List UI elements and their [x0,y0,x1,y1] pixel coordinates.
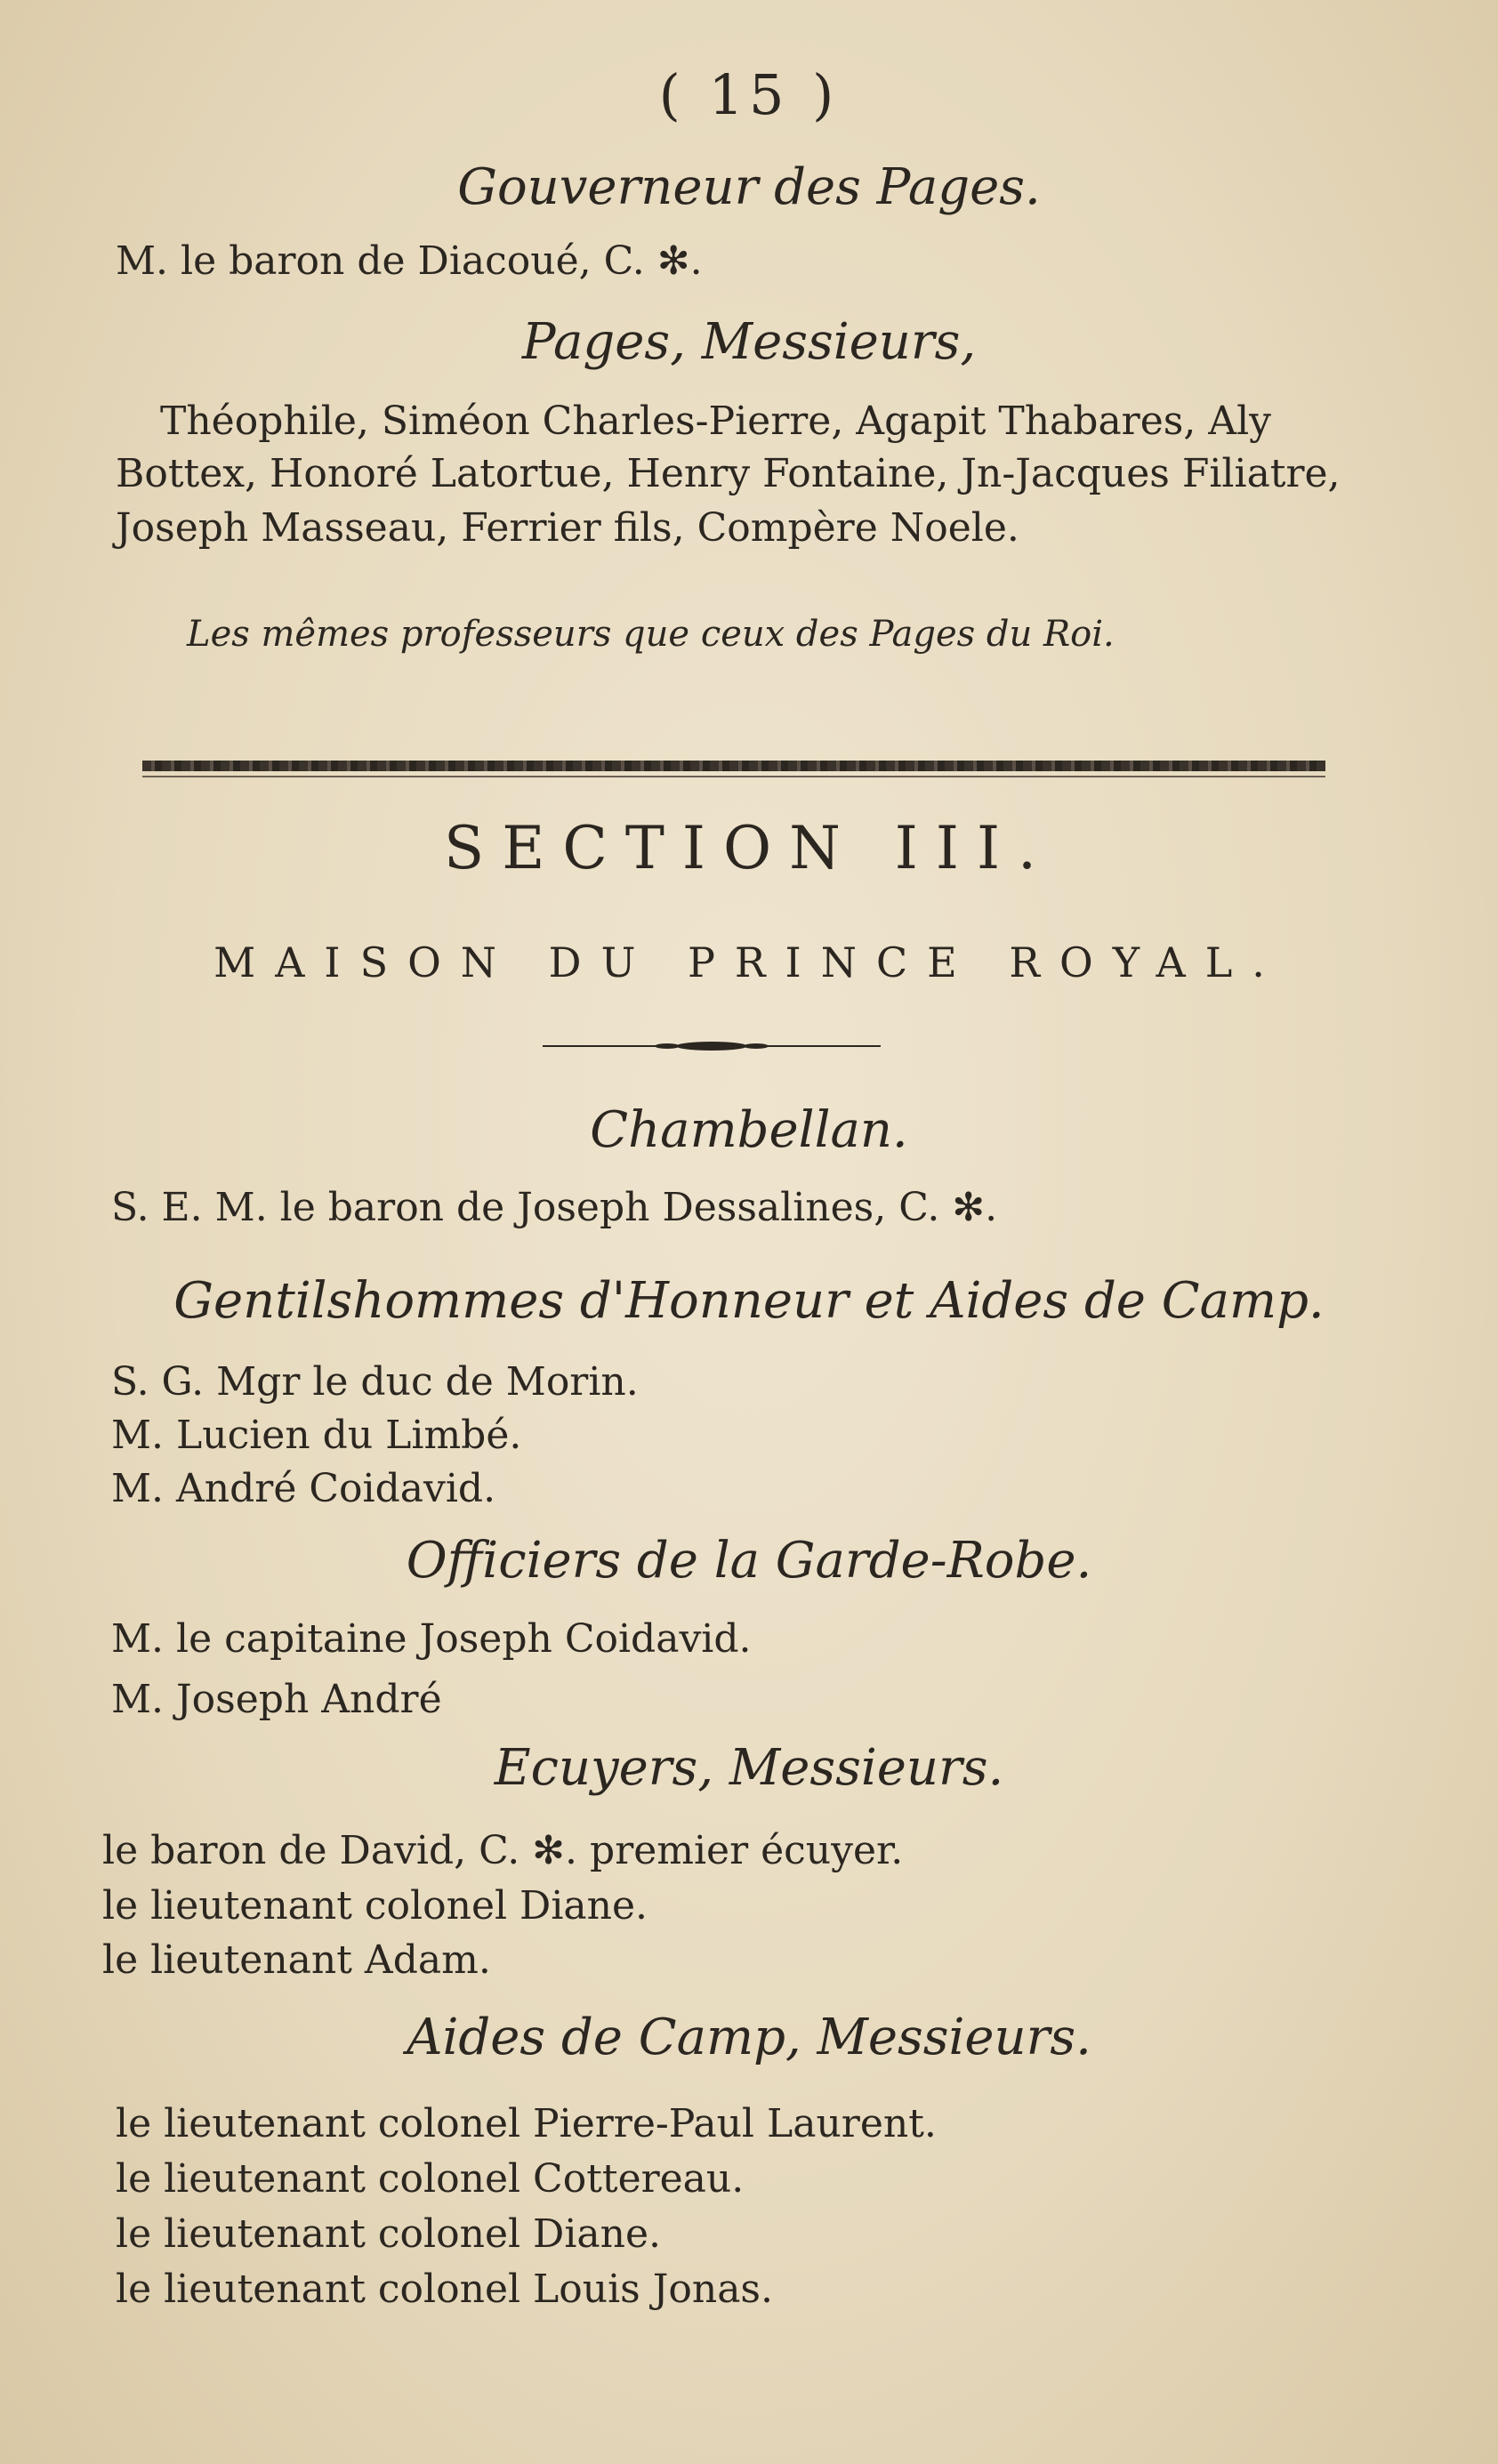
governor-line: M. le baron de Diacoué, C. ✻. [116,238,703,284]
member-line: le lieutenant colonel Louis Jonas. [116,2267,773,2312]
section-divider-line [142,776,1325,777]
member-line: M. Joseph André [111,1677,442,1722]
member-line: le lieutenant colonel Pierre-Paul Laurent. [116,2101,937,2146]
group-heading: Chambellan. [590,1101,908,1159]
ornament-divider [543,1041,881,1051]
group-heading: Officiers de la Garde-Robe. [406,1532,1092,1590]
member-line: le lieutenant colonel Diane. [116,2211,661,2257]
section-subtitle: MAISON DU PRINCE ROYAL. [213,938,1285,986]
governor-heading: Gouverneur des Pages. [457,158,1041,216]
member-line: M. le capitaine Joseph Coidavid. [111,1616,752,1662]
section-title: SECTION III. [443,814,1054,882]
pages-line: Théophile, Siméon Charles-Pierre, Agapit Thabares, Aly [160,399,1272,444]
pages-heading: Pages, Messieurs, [521,313,977,371]
section-divider [142,761,1325,771]
professors-note: Les mêmes professeurs que ceux des Pages du Roi. [187,614,1115,655]
member-line: S. E. M. le baron de Joseph Dessalines, C. ✻. [111,1185,998,1230]
page-number: ( 15 ) [658,62,840,127]
member-line: M. André Coidavid. [111,1466,496,1511]
member-line: le baron de David, C. ✻. premier écuyer. [102,1828,904,1873]
group-heading: Ecuyers, Messieurs. [494,1739,1004,1797]
member-line: le lieutenant colonel Diane. [102,1883,648,1929]
group-heading: Aides de Camp, Messieurs. [407,2009,1091,2066]
member-line: le lieutenant colonel Cottereau. [116,2156,745,2202]
member-line: M. Lucien du Limbé. [111,1413,522,1458]
member-line: le lieutenant Adam. [102,1937,491,1983]
pages-line: Bottex, Honoré Latortue, Henry Fontaine, Jn-Jacques Filiatre, [116,451,1341,496]
member-line: S. G. Mgr le duc de Morin. [111,1359,639,1405]
group-heading: Gentilshommes d'Honneur et Aides de Camp. [173,1272,1325,1330]
pages-line: Joseph Masseau, Ferrier fils, Compère Noele. [116,505,1019,551]
